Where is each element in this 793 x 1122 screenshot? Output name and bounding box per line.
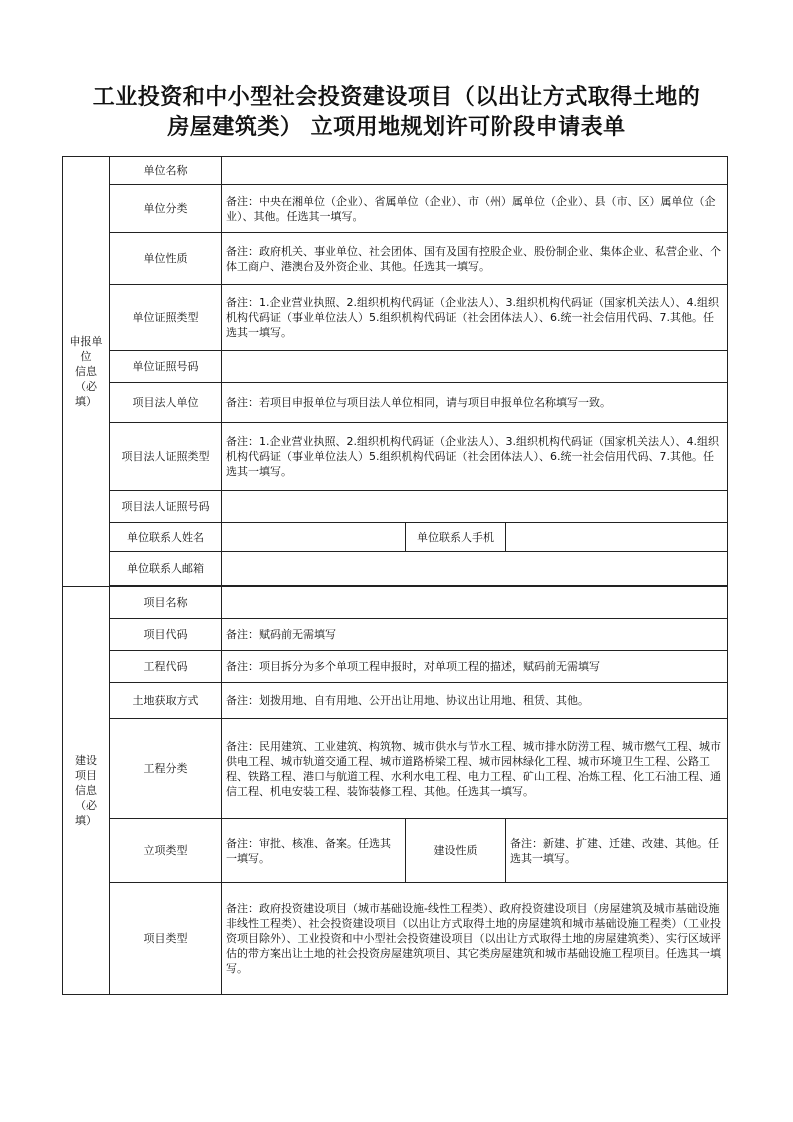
project-code-field[interactable]: 备注：赋码前无需填写 xyxy=(222,619,728,651)
unit-cert-type-label: 单位证照类型 xyxy=(110,285,222,351)
application-form-table xyxy=(62,156,728,995)
legal-unit-field[interactable]: 备注：若项目申报单位与项目法人单位相同，请与项目申报单位名称填写一致。 xyxy=(222,383,728,423)
contact-phone-field[interactable] xyxy=(506,523,728,552)
unit-cert-type-field[interactable]: 备注：1.企业营业执照、2.组织机构代码证（企业法人）、3.组织机构代码证（国家机关法人）、4.组织机构代码证（事业单位法人）5.组织机构代码证（社会团体法人）、6.统一社会信用代码、7.其他。任选其一填写。 xyxy=(222,285,728,351)
contact-name-field[interactable] xyxy=(222,523,406,552)
legal-unit-label: 项目法人单位 xyxy=(110,383,222,423)
row-project-type xyxy=(63,883,728,995)
approval-type-label: 立项类型 xyxy=(110,819,222,883)
unit-name-field[interactable] xyxy=(222,157,728,185)
project-name-label: 项目名称 xyxy=(110,587,222,619)
title-line-2: 房屋建筑类） 立项用地规划许可阶段申请表单 xyxy=(167,114,626,140)
row-legal-cert-no xyxy=(63,491,728,523)
project-type-field[interactable]: 备注：政府投资建设项目（城市基础设施-线性工程类）、政府投资建设项目（房屋建筑及城市基础设施非线性工程类）、社会投资建设项目（以出让方式取得土地的房屋建筑和城市基础设施工程类）（工业投资项目除外）、工业投资和中小型社会投资建设项目（以出让方式取得土地的房屋建筑类）、实行区域评估的带方案出让土地的社会投资房屋建筑项目、其它类房屋建筑和城市基础设施工程项目。任选其一填写。 xyxy=(222,883,728,995)
row-contact xyxy=(63,523,728,552)
project-type-label: 项目类型 xyxy=(110,883,222,995)
row-unit-cert-no xyxy=(63,351,728,383)
unit-cert-no-field[interactable] xyxy=(222,351,728,383)
row-contact-email xyxy=(63,552,728,586)
contact-phone-label: 单位联系人手机 xyxy=(406,523,506,552)
land-method-label: 土地获取方式 xyxy=(110,683,222,719)
contact-name-label: 单位联系人姓名 xyxy=(110,523,222,552)
approval-type-field[interactable]: 备注：审批、核准、备案。任选其一填写。 xyxy=(222,819,406,883)
legal-cert-no-label: 项目法人证照号码 xyxy=(110,491,222,523)
construction-nature-field[interactable]: 备注：新建、扩建、迁建、改建、其他。任选其一填写。 xyxy=(506,819,728,883)
row-legal-cert-type xyxy=(63,423,728,491)
contact-email-field[interactable] xyxy=(222,552,728,586)
unit-category-label: 单位分类 xyxy=(110,185,222,233)
row-land-method xyxy=(63,683,728,719)
land-method-field[interactable]: 备注：划拨用地、自有用地、公开出让用地、协议出让用地、租赁、其他。 xyxy=(222,683,728,719)
section-project-info-label: 建设 项目 信息 （必 填） xyxy=(63,587,110,995)
row-legal-unit xyxy=(63,383,728,423)
construction-nature-label: 建设性质 xyxy=(406,819,506,883)
section-applicant-info-label: 申报单 位 信息 （必 填） xyxy=(63,157,110,587)
title-line-1: 工业投资和中小型社会投资建设项目（以出让方式取得土地的 xyxy=(92,84,701,110)
unit-cert-no-label: 单位证照号码 xyxy=(110,351,222,383)
row-engineering-code xyxy=(63,651,728,683)
row-project-code xyxy=(63,619,728,651)
unit-name-label: 单位名称 xyxy=(110,157,222,185)
legal-cert-type-field[interactable]: 备注：1.企业营业执照、2.组织机构代码证（企业法人）、3.组织机构代码证（国家机关法人）、4.组织机构代码证（事业单位法人）5.组织机构代码证（社会团体法人）、6.统一社会信用代码、7.其他。任选其一填写。 xyxy=(222,423,728,491)
engineering-code-field[interactable]: 备注：项目拆分为多个单项工程申报时，对单项工程的描述，赋码前无需填写 xyxy=(222,651,728,683)
engineering-category-field[interactable]: 备注：民用建筑、工业建筑、构筑物、城市供水与节水工程、城市排水防涝工程、城市燃气工程、城市供电工程、城市轨道交通工程、城市道路桥梁工程、城市园林绿化工程、城市环境卫生工程、公路工程、铁路工程、港口与航道工程、水利水电工程、电力工程、矿山工程、冶炼工程、化工石油工程、通信工程、机电安装工程、装饰装修工程、其他。任选其一填写。 xyxy=(222,719,728,819)
project-name-field[interactable] xyxy=(222,587,728,619)
project-code-label: 项目代码 xyxy=(110,619,222,651)
row-unit-nature xyxy=(63,233,728,285)
unit-category-field[interactable]: 备注：中央在湘单位（企业）、省属单位（企业）、市（州）属单位（企业）、县（市、区）属单位（企业）、其他。任选其一填写。 xyxy=(222,185,728,233)
legal-cert-type-label: 项目法人证照类型 xyxy=(110,423,222,491)
row-engineering-category xyxy=(63,719,728,819)
row-approval-construction xyxy=(63,819,728,883)
row-unit-category xyxy=(63,185,728,233)
unit-nature-label: 单位性质 xyxy=(110,233,222,285)
row-unit-name xyxy=(63,157,728,185)
engineering-code-label: 工程代码 xyxy=(110,651,222,683)
page-title xyxy=(40,82,753,142)
row-project-name xyxy=(63,587,728,619)
engineering-category-label: 工程分类 xyxy=(110,719,222,819)
unit-nature-field[interactable]: 备注：政府机关、事业单位、社会团体、国有及国有控股企业、股份制企业、集体企业、私营企业、个体工商户、港澳台及外资企业、其他。任选其一填写。 xyxy=(222,233,728,285)
row-unit-cert-type xyxy=(63,285,728,351)
contact-email-label: 单位联系人邮箱 xyxy=(110,552,222,586)
legal-cert-no-field[interactable] xyxy=(222,491,728,523)
